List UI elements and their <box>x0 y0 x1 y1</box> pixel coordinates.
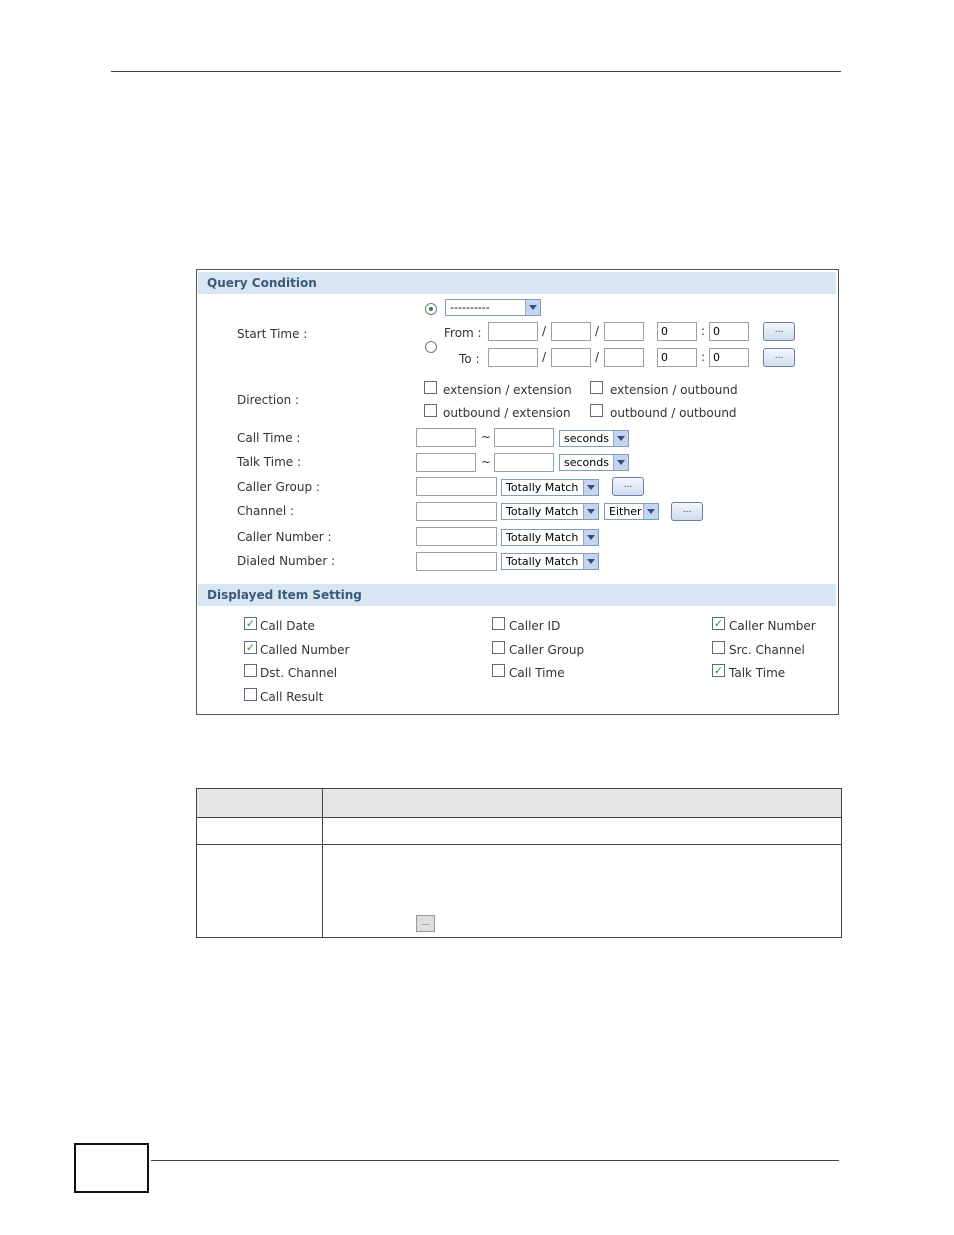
display-called-number-checkbox[interactable]: ✓ <box>245 641 256 654</box>
caller-group-browse-button[interactable]: ... <box>612 477 644 496</box>
to-hour-input[interactable] <box>657 348 697 367</box>
talk-time-label: Talk Time : <box>237 455 302 469</box>
to-month-input[interactable] <box>551 348 591 367</box>
call-time-max-input[interactable] <box>494 428 554 447</box>
start-time-label: Start Time : <box>237 327 308 341</box>
to-label: To : <box>459 352 480 366</box>
direction-out-ext-checkbox[interactable] <box>424 404 437 417</box>
display-caller-id-label: Caller ID <box>509 619 561 633</box>
direction-ext-ext-label: extension / extension <box>443 383 572 397</box>
footer-rule <box>151 1160 839 1161</box>
query-condition-heading: Query Condition <box>198 272 836 294</box>
direction-ext-out-label: extension / outbound <box>610 383 738 397</box>
chevron-down-icon <box>583 504 598 519</box>
table-row <box>197 818 841 845</box>
chevron-down-icon <box>525 300 540 315</box>
table-header-row <box>197 789 841 818</box>
from-hour-input[interactable] <box>657 322 697 341</box>
from-slash-2: / <box>595 324 600 338</box>
header-rule <box>111 71 841 72</box>
display-call-time-label: Call Time <box>509 666 565 680</box>
channel-input[interactable] <box>416 502 497 521</box>
caller-group-match-select[interactable]: Totally Match <box>501 479 599 496</box>
channel-side-select[interactable]: Either <box>604 503 659 520</box>
from-minute-input[interactable] <box>709 322 749 341</box>
to-slash-2: / <box>595 350 600 364</box>
talk-time-tilde: ~ <box>481 455 492 469</box>
from-month-input[interactable] <box>551 322 591 341</box>
caller-number-input[interactable] <box>416 527 497 546</box>
from-slash-1: / <box>542 324 547 338</box>
chevron-down-icon <box>643 504 658 519</box>
display-caller-group-checkbox[interactable] <box>492 641 505 654</box>
channel-label: Channel : <box>237 504 295 518</box>
page-number-box <box>74 1143 149 1193</box>
call-time-min-input[interactable] <box>416 428 476 447</box>
talk-time-unit-select[interactable]: seconds <box>559 454 629 471</box>
direction-ext-ext-checkbox[interactable] <box>424 381 437 394</box>
display-caller-number-label: Caller Number <box>729 619 816 633</box>
chevron-down-icon <box>613 431 628 446</box>
display-talk-time-checkbox[interactable]: ✓ <box>713 664 724 677</box>
display-talk-time-label: Talk Time <box>729 666 786 680</box>
to-calendar-button[interactable]: ... <box>763 348 795 367</box>
from-year-input[interactable] <box>488 322 538 341</box>
to-day-input[interactable] <box>604 348 644 367</box>
talk-time-min-input[interactable] <box>416 453 476 472</box>
table-inline-button: ... <box>416 915 435 932</box>
description-table <box>196 788 842 938</box>
display-call-date-label: Call Date <box>260 619 315 633</box>
direction-out-out-checkbox[interactable] <box>590 404 603 417</box>
display-caller-number-checkbox[interactable]: ✓ <box>713 617 724 630</box>
dialed-number-label: Dialed Number : <box>237 554 336 568</box>
to-year-input[interactable] <box>488 348 538 367</box>
caller-number-match-select[interactable]: Totally Match <box>501 529 599 546</box>
start-time-preset-radio[interactable] <box>425 303 437 315</box>
to-slash-1: / <box>542 350 547 364</box>
table-column-divider <box>322 789 323 937</box>
caller-group-label: Caller Group : <box>237 480 320 494</box>
call-time-label: Call Time : <box>237 431 301 445</box>
direction-ext-out-checkbox[interactable] <box>590 381 603 394</box>
start-time-preset-select[interactable]: ---------- <box>445 299 541 316</box>
display-caller-id-checkbox[interactable] <box>492 617 505 630</box>
dialed-number-match-select[interactable]: Totally Match <box>501 553 599 570</box>
channel-match-select[interactable]: Totally Match <box>501 503 599 520</box>
display-caller-group-label: Caller Group <box>509 643 585 657</box>
start-time-range-radio[interactable] <box>425 341 437 353</box>
dialed-number-input[interactable] <box>416 552 497 571</box>
display-called-number-label: Called Number <box>260 643 350 657</box>
query-panel <box>196 269 839 715</box>
from-colon: : <box>701 324 706 338</box>
to-minute-input[interactable] <box>709 348 749 367</box>
talk-time-max-input[interactable] <box>494 453 554 472</box>
to-colon: : <box>701 350 706 364</box>
chevron-down-icon <box>583 480 598 495</box>
chevron-down-icon <box>583 554 598 569</box>
from-label: From : <box>444 326 482 340</box>
caller-group-input[interactable] <box>416 477 497 496</box>
display-src-channel-label: Src. Channel <box>729 643 805 657</box>
chevron-down-icon <box>613 455 628 470</box>
chevron-down-icon <box>583 530 598 545</box>
direction-out-out-label: outbound / outbound <box>610 406 737 420</box>
display-call-time-checkbox[interactable] <box>492 664 505 677</box>
direction-out-ext-label: outbound / extension <box>443 406 571 420</box>
call-time-tilde: ~ <box>481 430 492 444</box>
direction-label: Direction : <box>237 393 300 407</box>
display-dst-channel-checkbox[interactable] <box>244 664 257 677</box>
from-calendar-button[interactable]: ... <box>763 322 795 341</box>
display-call-result-checkbox[interactable] <box>244 688 257 701</box>
channel-browse-button[interactable]: ... <box>671 502 703 521</box>
displayed-item-heading: Displayed Item Setting <box>198 584 836 606</box>
display-src-channel-checkbox[interactable] <box>712 641 725 654</box>
display-call-result-label: Call Result <box>260 690 324 704</box>
display-call-date-checkbox[interactable]: ✓ <box>245 617 256 630</box>
call-time-unit-select[interactable]: seconds <box>559 430 629 447</box>
caller-number-label: Caller Number : <box>237 530 332 544</box>
display-dst-channel-label: Dst. Channel <box>260 666 338 680</box>
from-day-input[interactable] <box>604 322 644 341</box>
